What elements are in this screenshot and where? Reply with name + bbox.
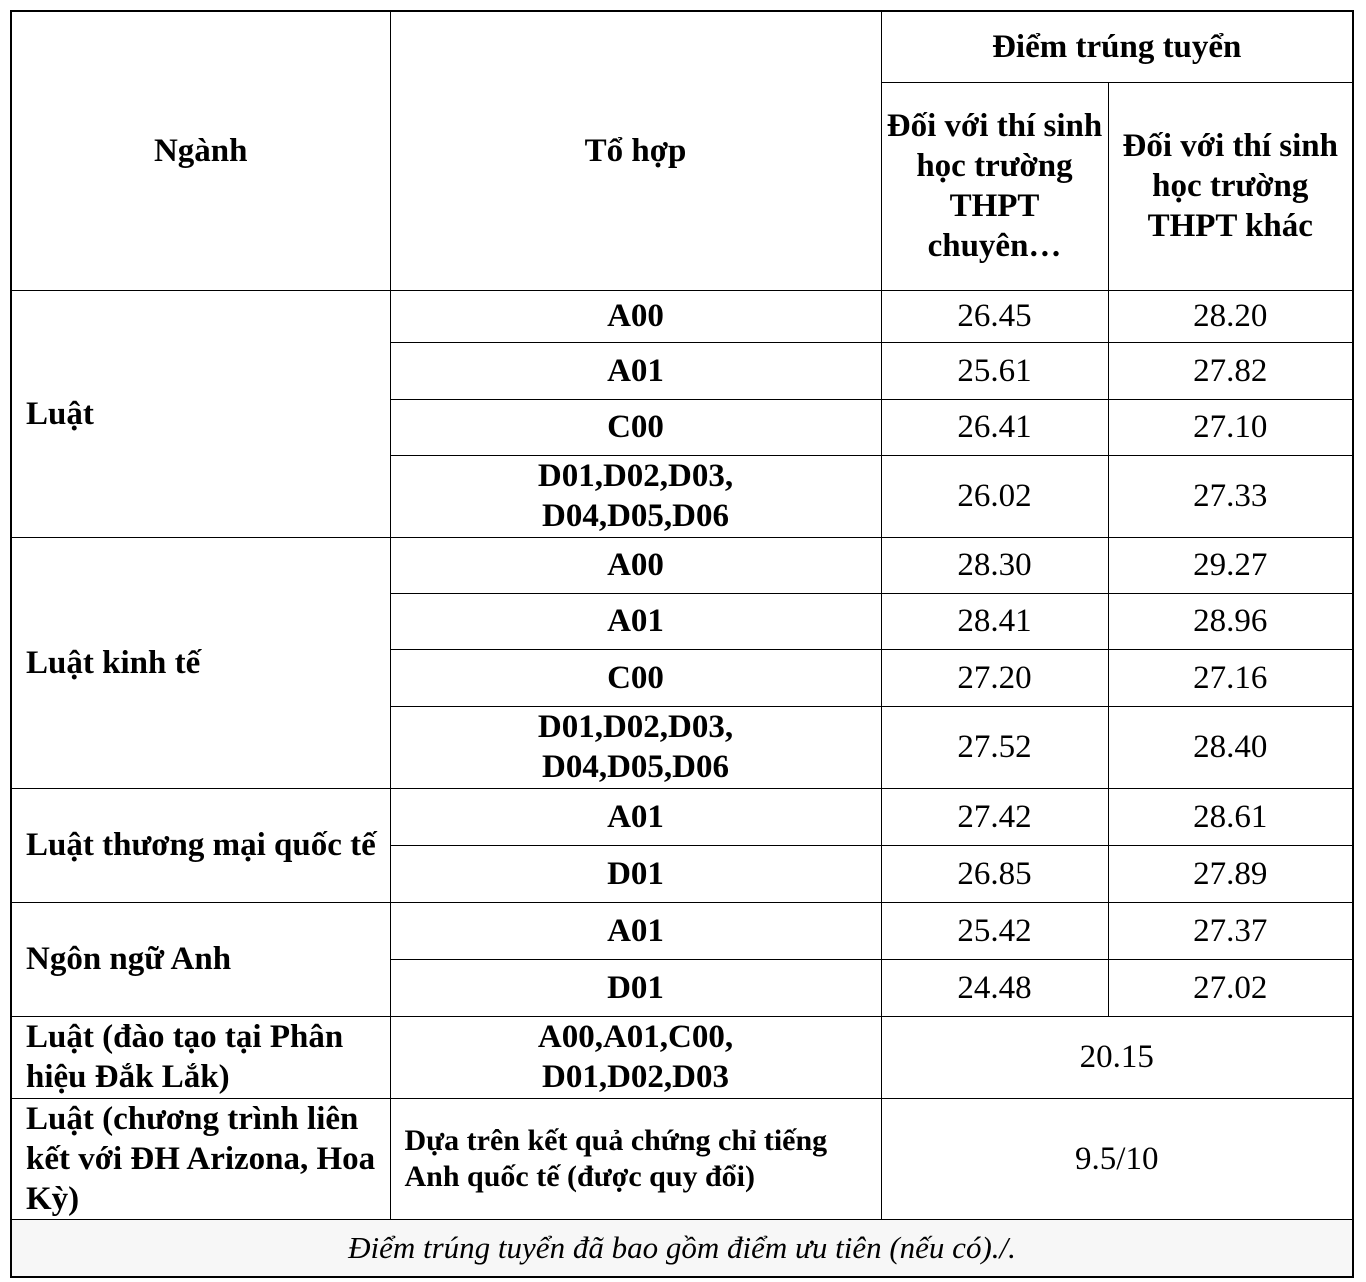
- to-hop-line: D01,D02,D03,: [537, 709, 734, 745]
- to-hop-cell: C00: [390, 649, 881, 706]
- score-chuyen: 26.45: [881, 290, 1108, 342]
- to-hop-line: D04,D05,D06: [542, 498, 729, 534]
- footer-note: Điểm trúng tuyển đã bao gồm điểm ưu tiên (nếu có)./.: [12, 1219, 1352, 1276]
- to-hop-cell: D01: [390, 845, 881, 902]
- nganh-luat-arizona: Luật (chương trình liên kết với ĐH Arizona, Hoa Kỳ): [12, 1098, 390, 1219]
- score-chuyen: 27.20: [881, 649, 1108, 706]
- to-hop-cell: A01: [390, 342, 881, 399]
- score-chuyen: 25.42: [881, 902, 1108, 959]
- nganh-ngon-ngu-anh: Ngôn ngữ Anh: [12, 902, 390, 1016]
- nganh-luat-kinh-te: Luật kinh tế: [12, 537, 390, 788]
- score-chuyen: 26.02: [881, 455, 1108, 537]
- to-hop-cell: [390, 1016, 881, 1098]
- header-khac: Đối với thí sinh học trường THPT khác: [1108, 82, 1352, 290]
- to-hop-cell: A01: [390, 902, 881, 959]
- score-chuyen: 26.41: [881, 399, 1108, 455]
- footer-row: [12, 1219, 1352, 1276]
- score-khac: 27.82: [1108, 342, 1352, 399]
- table-row: [12, 788, 1352, 845]
- to-hop-line: D01,D02,D03,: [537, 458, 734, 494]
- table-row: [12, 1016, 1352, 1098]
- score-chuyen: 27.42: [881, 788, 1108, 845]
- nganh-luat: Luật: [12, 290, 390, 537]
- score-khac: 27.33: [1108, 455, 1352, 537]
- score-khac: 27.89: [1108, 845, 1352, 902]
- table-row: [12, 537, 1352, 593]
- to-hop-description: Dựa trên kết quả chứng chỉ tiếng Anh quốc tế (được quy đổi): [390, 1098, 881, 1219]
- header-diem-trung-tuyen: Điểm trúng tuyển: [881, 12, 1352, 82]
- score-chuyen: 28.30: [881, 537, 1108, 593]
- nganh-luat-thuong-mai-quoc-te: Luật thương mại quốc tế: [12, 788, 390, 902]
- score-khac: 27.37: [1108, 902, 1352, 959]
- score-khac: 28.61: [1108, 788, 1352, 845]
- to-hop-cell: C00: [390, 399, 881, 455]
- header-chuyen: Đối với thí sinh học trường THPT chuyên…: [881, 82, 1108, 290]
- to-hop-cell: [390, 706, 881, 788]
- to-hop-cell: D01: [390, 959, 881, 1016]
- score-merged: 20.15: [881, 1016, 1352, 1098]
- admission-score-table: [12, 12, 1352, 1276]
- table-row: [12, 902, 1352, 959]
- to-hop-line: D04,D05,D06: [542, 749, 729, 785]
- to-hop-cell: A00: [390, 290, 881, 342]
- header-nganh: Ngành: [12, 12, 390, 290]
- score-chuyen: 25.61: [881, 342, 1108, 399]
- score-chuyen: 24.48: [881, 959, 1108, 1016]
- to-hop-line: A00,A01,C00,: [537, 1019, 734, 1055]
- score-merged: 9.5/10: [881, 1098, 1352, 1219]
- to-hop-cell: A00: [390, 537, 881, 593]
- score-khac: 28.96: [1108, 593, 1352, 649]
- score-khac: 28.40: [1108, 706, 1352, 788]
- to-hop-cell: [390, 455, 881, 537]
- header-row-1: [12, 12, 1352, 82]
- to-hop-cell: A01: [390, 788, 881, 845]
- score-khac: 27.16: [1108, 649, 1352, 706]
- table-row: [12, 1098, 1352, 1219]
- header-to-hop: Tổ hợp: [390, 12, 881, 290]
- admission-score-table-frame: [10, 10, 1354, 1278]
- score-khac: 27.10: [1108, 399, 1352, 455]
- score-khac: 29.27: [1108, 537, 1352, 593]
- to-hop-line: D01,D02,D03: [542, 1059, 729, 1095]
- score-chuyen: 27.52: [881, 706, 1108, 788]
- nganh-luat-dak-lak: Luật (đào tạo tại Phân hiệu Đắk Lắk): [12, 1016, 390, 1098]
- score-khac: 27.02: [1108, 959, 1352, 1016]
- to-hop-cell: A01: [390, 593, 881, 649]
- score-khac: 28.20: [1108, 290, 1352, 342]
- score-chuyen: 26.85: [881, 845, 1108, 902]
- score-chuyen: 28.41: [881, 593, 1108, 649]
- table-row: [12, 290, 1352, 342]
